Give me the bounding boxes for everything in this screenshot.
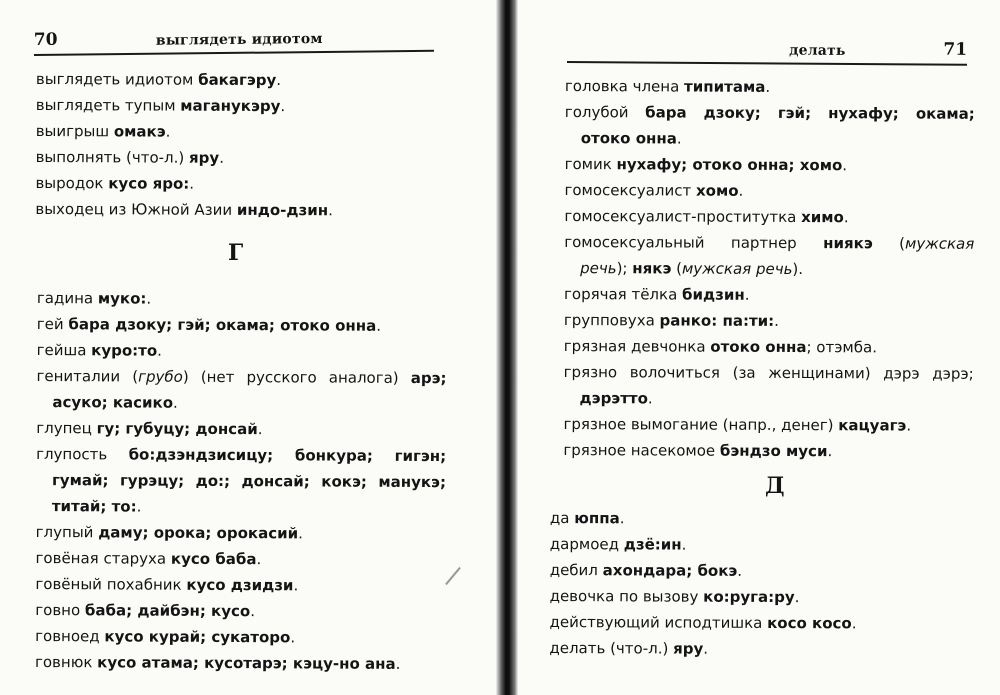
japanese-term: бидзин — [682, 285, 745, 304]
usage-note: мужская речь — [681, 259, 793, 278]
entry-text: . — [189, 174, 195, 193]
entry-text: . — [298, 524, 303, 543]
dictionary-entry — [36, 92, 436, 120]
dictionary-entry — [36, 415, 446, 443]
entry-text: выглядеть тупым — [35, 95, 181, 115]
japanese-term: ахондара; бокэ — [602, 561, 738, 580]
japanese-term: кусо яро: — [108, 174, 190, 193]
entry-text: гомосексуальный партнер — [564, 232, 824, 253]
dictionary-entry — [564, 203, 974, 231]
entry-text: делать (что-л.) — [549, 638, 674, 658]
japanese-term: гу; губуцу; донсай — [96, 419, 258, 439]
section-letter-d: Д — [765, 473, 785, 499]
entry-text: гей — [36, 314, 69, 334]
left-entries-section — [35, 285, 447, 677]
entry-continuation — [564, 255, 974, 283]
entry-text: . — [765, 77, 771, 96]
dictionary-entry — [550, 505, 960, 533]
entry-text: глупость — [36, 444, 129, 464]
dictionary-entry — [565, 73, 975, 101]
entry-text: грязное вымогание (напр., денег) — [563, 414, 839, 435]
left-page-header — [34, 24, 434, 56]
entry-continuation — [565, 125, 975, 153]
entry-text: . — [328, 201, 333, 220]
japanese-term: баба; дайбэн; кусо — [84, 601, 251, 621]
entry-text: грязная девчонка — [563, 336, 711, 356]
entry-text: . — [219, 148, 225, 167]
entry-text: гомик — [564, 154, 617, 174]
entry-text: головка члена — [564, 76, 685, 96]
dictionary-entry — [35, 597, 445, 625]
left-page-number: 70 — [33, 29, 58, 51]
japanese-term: даму; орока; орокасий — [98, 523, 299, 543]
entry-text: . — [257, 420, 263, 439]
japanese-term: хомо — [695, 181, 739, 200]
dictionary-entry — [37, 285, 447, 313]
entry-text: . — [872, 338, 878, 357]
entry-text: . — [293, 576, 299, 595]
japanese-term: бэндзо муси — [719, 441, 828, 461]
entry-text: . — [774, 311, 779, 330]
dictionary-entry — [550, 583, 960, 611]
japanese-term: бакагэру — [198, 70, 277, 90]
entry-text: говнюк — [34, 652, 98, 672]
entry-text: . — [276, 71, 282, 90]
entry-text: грязное насекомое — [563, 440, 720, 460]
dictionary-entry — [549, 609, 959, 637]
entry-text: . — [280, 97, 286, 116]
entry-text: выглядеть идиотом — [35, 69, 199, 89]
dictionary-entry — [35, 170, 435, 198]
japanese-term: някэ — [632, 259, 672, 278]
dictionary-entry — [35, 571, 445, 599]
japanese-term: ниякэ — [823, 234, 873, 253]
right-page-number: 71 — [943, 39, 968, 60]
entry-text: . — [136, 497, 142, 516]
japanese-term: индо-дзин — [236, 200, 329, 220]
entry-text: . — [250, 602, 256, 621]
entry-text: грязно волочиться (за женщинами) — [563, 362, 884, 383]
japanese-term: муко: — [97, 289, 147, 308]
entry-text: говно — [35, 600, 86, 620]
japanese-term: химо — [801, 208, 844, 227]
entry-text: гомосексуалист-проститутка — [564, 206, 802, 227]
pen-mark — [445, 567, 461, 585]
entry-text: . — [681, 535, 687, 554]
dictionary-entry — [563, 437, 973, 465]
entry-text: выполнять (что-л.) — [35, 147, 190, 167]
dictionary-entry — [36, 545, 446, 573]
japanese-term: кусо дзидзи — [186, 575, 294, 595]
japanese-term: яру — [673, 639, 704, 658]
entry-text: . — [827, 442, 833, 461]
japanese-term: бара дзоку; гэй; окама; отоко онна — [68, 315, 377, 335]
entry-text: говёный похабник — [35, 574, 187, 594]
japanese-term: косо косо — [767, 613, 852, 633]
dictionary-entry — [35, 196, 435, 224]
entry-text: выродок — [35, 173, 109, 193]
japanese-term: дзё:ин — [623, 535, 682, 554]
entry-text: . — [376, 316, 382, 335]
entry-text: . — [851, 614, 857, 633]
usage-note: речь — [580, 259, 617, 278]
dictionary-entry — [549, 635, 959, 663]
japanese-term: отоко онна — [580, 129, 677, 148]
entry-text: ; — [806, 338, 817, 357]
entry-text: . — [165, 122, 171, 141]
entry-text: . — [157, 341, 163, 360]
right-running-head: делать — [789, 42, 846, 59]
entry-text: глупец — [36, 418, 97, 438]
usage-note: грубо — [138, 367, 183, 386]
entry-continuation — [36, 389, 446, 417]
entry-text: действующий исподтишка — [549, 612, 768, 632]
entry-text: гомосексуалист — [564, 180, 697, 200]
entry-text: ) (нет русского аналога) — [182, 367, 411, 387]
japanese-term: отоко онна — [710, 337, 807, 357]
entry-text: групповуха — [563, 310, 660, 330]
japanese-term: кацуагэ — [838, 416, 907, 435]
japanese-term: куро:то — [91, 341, 158, 360]
japanese-term: омакэ — [113, 122, 166, 141]
right-page — [515, 0, 1000, 695]
dictionary-entry — [564, 359, 974, 387]
entry-text: . — [906, 416, 912, 435]
left-entries-top — [35, 66, 436, 224]
entry-text: гениталии ( — [36, 366, 139, 386]
japanese-term: бо:дзэндзисицу; бонкура; гигэн; — [128, 445, 447, 466]
entry-text: девочка по вызову — [549, 586, 704, 606]
japanese-term: кусо атама; кусотарэ; кэцу-но ана — [97, 653, 396, 673]
dictionary-entry — [565, 151, 975, 179]
right-page-header — [567, 35, 967, 66]
japanese-term: юппа — [574, 509, 620, 528]
entry-text: ( — [872, 234, 906, 253]
entry-text: выходец из Южной Азии — [35, 199, 237, 219]
japanese-term: типитама — [684, 77, 766, 96]
entry-text: глупый — [35, 522, 99, 542]
entry-text: ). — [792, 259, 804, 279]
entry-text: . — [676, 129, 682, 148]
japanese-term: арэ; — [410, 368, 447, 388]
japanese-term: яру — [189, 148, 220, 167]
dictionary-entry — [36, 66, 436, 94]
japanese-term: ко:руга:ру — [703, 587, 795, 607]
japanese-term: маганукэру — [180, 96, 281, 116]
entry-continuation — [564, 385, 974, 413]
entry-text: . — [737, 561, 743, 580]
dictionary-entry — [36, 363, 446, 391]
dictionary-entry — [36, 519, 446, 547]
left-running-head: выглядеть идиотом — [155, 30, 323, 49]
dictionary-entry — [564, 281, 974, 309]
entry-text: дебил — [549, 560, 603, 580]
dictionary-entry — [35, 649, 445, 677]
dictionary-entry — [36, 441, 446, 469]
entry-text: . — [395, 654, 401, 673]
entry-text: отэмба — [816, 338, 873, 357]
entry-text: . — [794, 588, 800, 607]
entry-text: дэрэ дэрэ; — [883, 364, 974, 383]
entry-text: . — [146, 289, 152, 308]
japanese-term: титай; то: — [51, 497, 137, 516]
dictionary-entry — [564, 333, 974, 361]
entry-text: ); — [616, 259, 633, 278]
dictionary-entry — [564, 229, 974, 257]
entry-text: . — [842, 156, 848, 175]
entry-text: . — [738, 181, 744, 200]
japanese-term: бара дзоку; гэй; нухафу; окама; — [645, 103, 975, 123]
dictionary-entry — [36, 118, 436, 146]
entry-text: . — [173, 393, 178, 412]
entry-text: говёная старуха — [35, 548, 171, 568]
entry-text: да — [549, 508, 575, 528]
dictionary-entry — [37, 311, 447, 339]
entry-continuation — [36, 493, 446, 521]
entry-text: дармоед — [549, 534, 624, 554]
entry-text: гейша — [36, 340, 92, 360]
usage-note: мужская — [904, 234, 975, 253]
japanese-term: асуко; касико — [52, 393, 174, 412]
dictionary-entry — [35, 623, 445, 651]
right-entries-top — [563, 73, 975, 465]
japanese-term: кусо курай; сукатoро — [104, 627, 291, 647]
entry-text: . — [647, 389, 653, 408]
entry-text: выигрыш — [35, 121, 114, 141]
right-entries-section — [549, 505, 960, 663]
dictionary-entry — [563, 411, 973, 439]
entry-text: голубой — [564, 102, 646, 122]
dictionary-entry — [550, 557, 960, 585]
dictionary-entry — [36, 144, 436, 172]
japanese-term: дэрэтто — [579, 389, 648, 408]
section-letter-g: Г — [228, 240, 244, 266]
entry-text: гадина — [36, 288, 98, 308]
entry-text: . — [619, 509, 625, 528]
dictionary-entry — [37, 337, 447, 365]
entry-text: . — [703, 639, 709, 658]
dictionary-entry — [550, 531, 960, 559]
entry-text: горячая тёлка — [563, 284, 683, 304]
japanese-term: кусо баба — [170, 549, 257, 569]
entry-text: . — [256, 550, 262, 569]
entry-text: . — [843, 208, 849, 227]
entry-continuation — [36, 467, 446, 495]
entry-text: . — [290, 628, 296, 647]
japanese-term: гумай; гурэцу; до:; донсай; кокэ; манукэ; — [51, 471, 447, 492]
entry-text: . — [744, 285, 750, 304]
japanese-term: нухафу; отоко онна; хомо — [616, 155, 843, 175]
dictionary-entry — [565, 99, 975, 127]
entry-text: ( — [671, 259, 683, 278]
dictionary-entry — [564, 177, 974, 205]
entry-text: говноед — [35, 626, 105, 646]
dictionary-entry — [564, 307, 974, 335]
japanese-term: ранко: па:ти: — [659, 311, 775, 330]
